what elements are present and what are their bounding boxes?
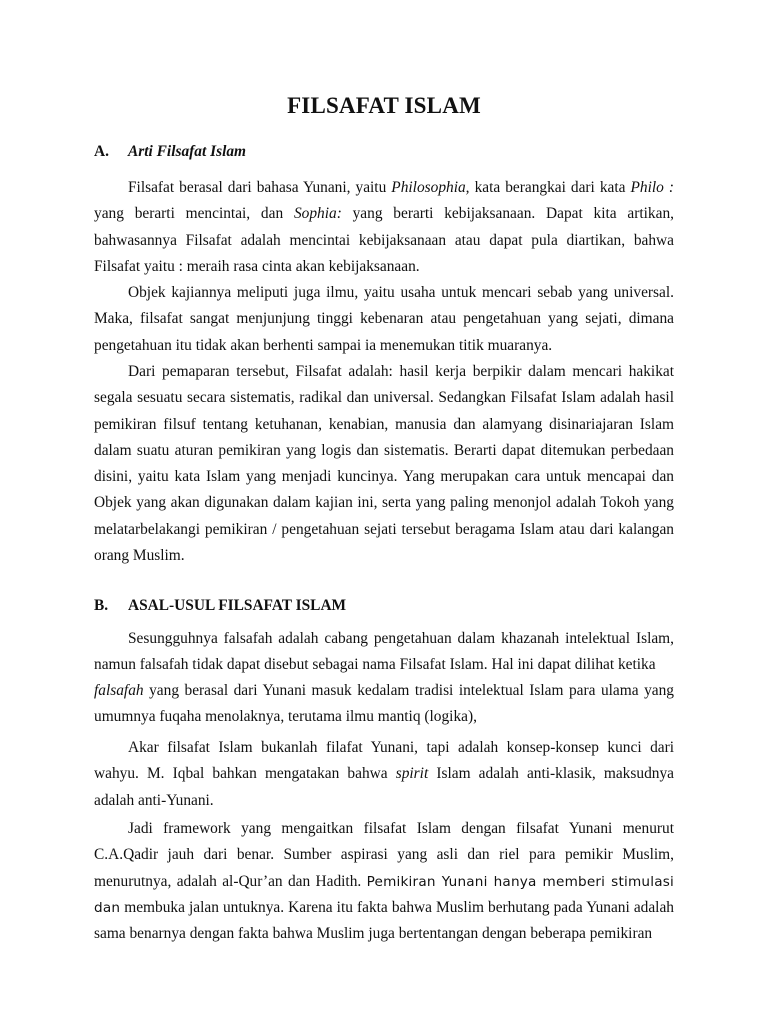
section-a-heading: [94, 142, 246, 162]
section-b-paragraph-3: [94, 816, 674, 947]
section-b-paragraph-1-cont: [94, 678, 674, 731]
text-run: yang berarti kebijaksanaan. Dapat kita artikan, bahwasannya Filsafat adalah mencintai kebijaksanaan atau dapat pula diartikan, bahwa Filsafat yaitu : meraih rasa cinta akan kebijaksanaan.: [94, 205, 674, 275]
section-b-heading: [94, 596, 346, 616]
section-b-paragraph-2: [94, 735, 674, 814]
section-a-number: A.: [94, 143, 109, 160]
document-title: FILSAFAT ISLAM: [287, 93, 481, 118]
italic-term: spirit: [395, 765, 429, 783]
sans-text-run: Pemikiran Yunani hanya memberi stimulasi dan: [94, 873, 674, 916]
italic-term: Philosophia,: [391, 179, 470, 196]
section-a-paragraph-2: Objek kajiannya meliputi juga ilmu, yaitu usaha untuk mencari sebab yang universal. Maka, filsafat sangat menjunjung tinggi kebenaran atau pengetahuan yang sejati, dimana pengetahuan itu tidak akan berhenti sampai ia menemukan titik muaranya.: [94, 284, 674, 354]
text-run: Islam adalah anti-klasik, maksudnya adalah anti-Yunani.: [94, 765, 674, 809]
italic-term: Sophia:: [293, 205, 342, 223]
section-a-paragraph-3: Dari pemaparan tersebut, Filsafat adalah: hasil kerja berpikir dalam mencari hakikat segala sesuatu secara sistematis, radikal dan universal. Sedangkan Filsafat Islam adalah hasil pemikiran filsuf tentang ketuhanan, kenabian, manusia dan alamyang disinariajaran Islam dalam suatu aturan pemikiran yang logis dan sistematis. Berarti dapat ditemukan perbedaan disini, yaitu kata Islam yang menjadi kuncinya. Yang merupakan cara untuk mencapai dan Objek yang akan digunakan dalam kajian ini, serta yang paling menonjol adalah Tokoh yang melatarbelakangi pemikiran / pengetahuan sejati tersebut beragama Islam atau dari kalangan orang Muslim.: [94, 363, 674, 565]
section-b-number: B.: [94, 597, 109, 614]
text-run: membuka jalan untuknya. Karena itu fakta bahwa Muslim berhutang pada Yunani adalah sama benarnya dengan fakta bahwa Muslim juga bertentangan dengan beberapa pemikiran: [94, 898, 674, 943]
section-a-paragraph-1: [94, 175, 674, 280]
text-run: yang berasal dari Yunani masuk kedalam tradisi intelektual Islam para ulama yang umumnya fuqaha menolaknya, terutama ilmu mantiq (logika),: [94, 682, 674, 726]
section-b-paragraph-1: Sesungguhnya falsafah adalah cabang pengetahuan dalam khazanah intelektual Islam, namun falsafah tidak dapat disebut sebagai nama Filsafat Islam. Hal ini dapat dilihat ketika: [94, 630, 674, 674]
text-run: yang berarti mencintai, dan: [94, 205, 294, 223]
italic-term: Philo :: [630, 179, 675, 196]
section-a-title: Arti Filsafat Islam: [128, 143, 247, 160]
text-run: Akar filsafat Islam bukanlah filafat Yunani, tapi adalah konsep-konsep kunci dari wahyu. M. Iqbal bahkan mengatakan bahwa: [94, 739, 674, 783]
text-run: Jadi framework yang mengaitkan filsafat Islam dengan filsafat Yunani menurut C.A.Qadir jauh dari benar. Sumber aspirasi yang asli dan riel para pemikir Muslim, menurutnya, adalah al-Qur’an dan Hadith.: [94, 820, 674, 890]
text-run: kata berangkai dari kata: [469, 179, 631, 196]
section-b-title: ASAL-USUL FILSAFAT ISLAM: [128, 597, 347, 614]
text-run: Filsafat berasal dari bahasa Yunani, yaitu: [128, 179, 392, 196]
italic-term: falsafah: [94, 682, 144, 699]
